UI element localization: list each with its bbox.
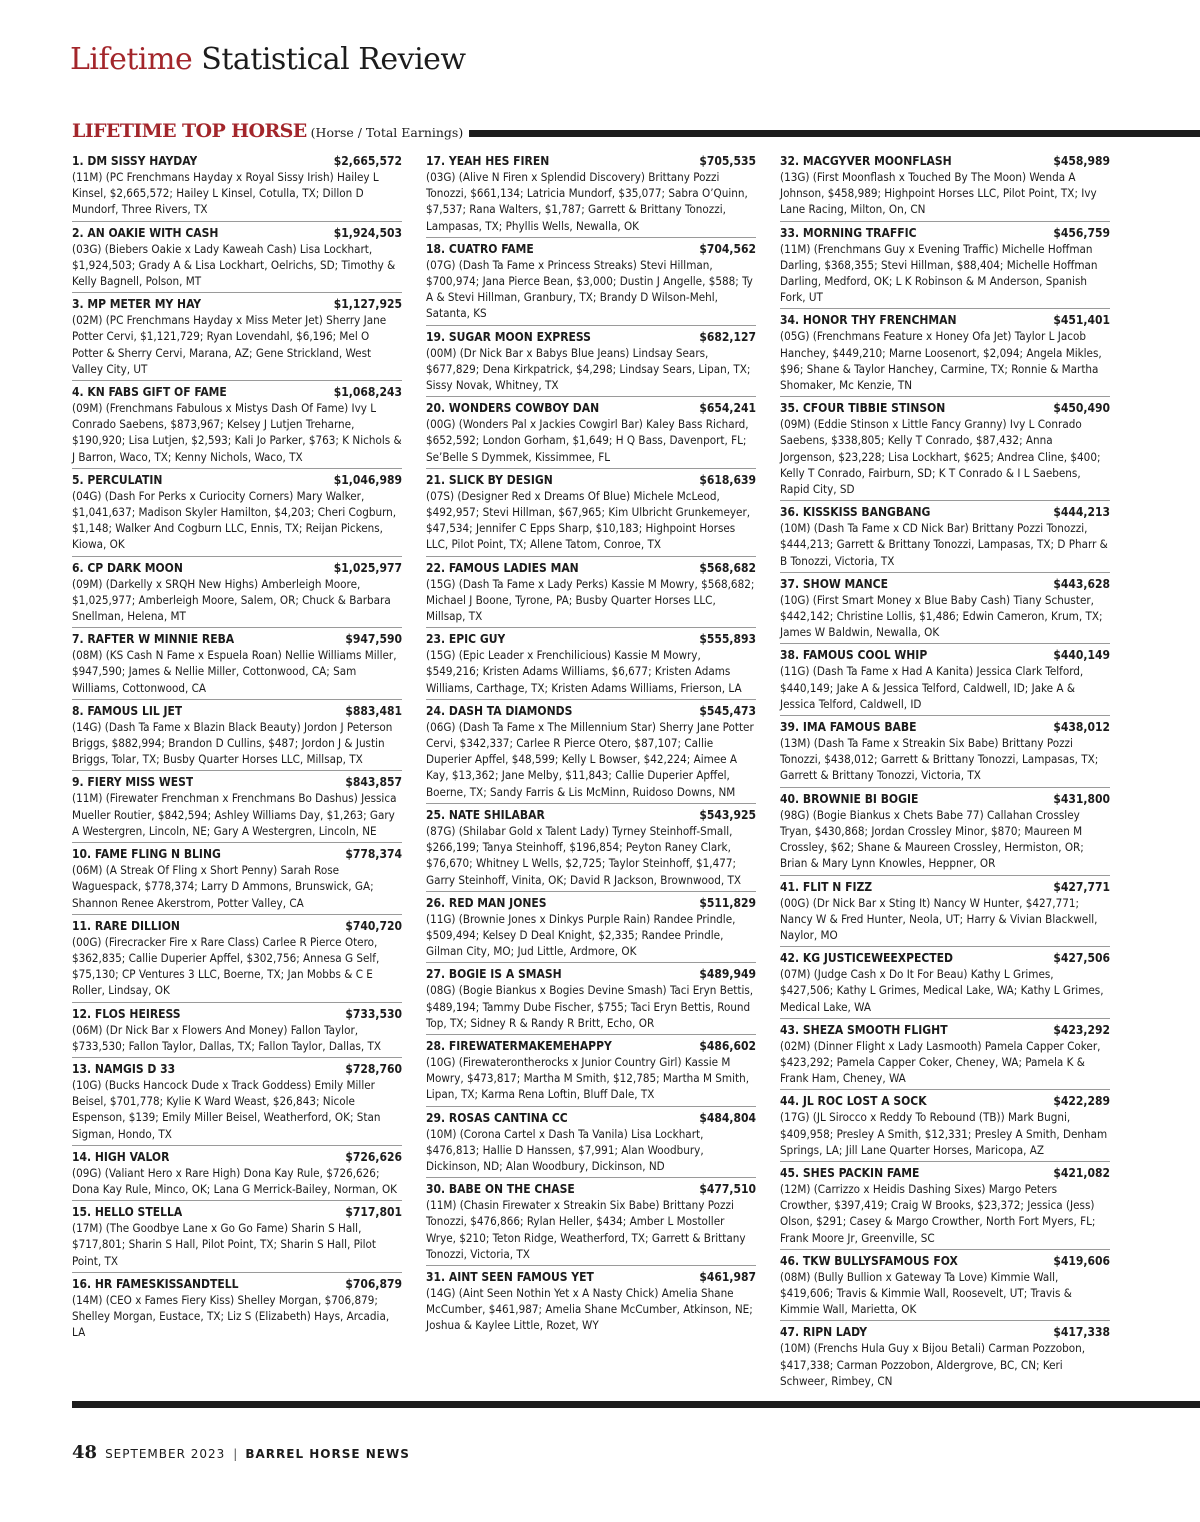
entry-header [426,153,756,169]
entry-header [780,791,1110,807]
horse-name: 47. RIPN LADY [780,1325,868,1340]
horse-details: (07M) (Judge Cash x Do It For Beau) Kathy L Grimes, $427,506; Kathy L Grimes, Medical Lake, WA; Kathy L Grimes, Medical Lake, WA [780,967,1104,1014]
horse-entry [426,241,756,326]
total-earnings: $461,987 [699,1269,756,1284]
entry-header [780,153,1110,169]
horse-name: 25. NATE SHILABAR [426,807,545,822]
horse-details: (08G) (Bogie Biankus x Bogies Devine Smash) Taci Eryn Bettis, $489,194; Tammy Dube Fischer, $755; Taci Eryn Bettis, Round Top, TX; Sidney R & Randy R Britt, Echo, OR [426,983,754,1030]
horse-details: (02M) (PC Frenchmans Hayday x Miss Meter Jet) Sherry Jane Potter Cervi, $1,121,729; Ryan Lovendahl, $6,196; Mel O Potter & Sherry Cervi, Marana, AZ; Gene Strickland, West Valley City, UT [72,313,387,376]
horse-entry [72,846,402,915]
total-earnings: $728,760 [345,1061,402,1076]
total-earnings: $427,506 [1053,951,1110,966]
total-earnings: $778,374 [345,847,402,862]
horse-details: (14G) (Dash Ta Fame x Blazin Black Beauty) Jordon J Peterson Briggs, $882,994; Brandon D Cullins, $487; Jordon J & Justin Briggs, Tolar, TX; Busby Quarter Horses LLC, Millsap, TX [72,719,393,767]
horse-details: (14M) (CEO x Fames Fiery Kiss) Shelley Morgan, $706,879; Shelley Morgan, Eustace, TX; Liz S (Elizabeth) Hays, Arcadia, LA [72,1292,390,1340]
entry-header [72,1204,402,1220]
horse-name: 43. SHEZA SMOOTH FLIGHT [780,1022,948,1037]
total-earnings: $568,682 [699,560,756,575]
total-earnings: $422,289 [1053,1094,1110,1109]
entry-header [426,966,756,982]
horse-details: (00G) (Dr Nick Bar x Sting It) Nancy W Hunter, $427,771; Nancy W & Fred Hunter, Neola, UT; Harry & Vivian Blackwell, Naylor, MO [780,895,1098,942]
horse-details: (07S) (Designer Red x Dreams Of Blue) Michele McLeod, $492,957; Stevi Hillman, $67,965; Kim Ulbricht Grunkemeyer, $47,534; Jennifer C Epps Sharp, $10,183; Highpoint Horses LLC, Pilot Point, TX; Allene Tatom, Conroe, TX [426,488,751,552]
horse-name: 2. AN OAKIE WITH CASH [72,225,219,240]
horse-entry [780,576,1110,645]
entry-header [72,225,402,241]
total-earnings: $427,771 [1053,879,1110,894]
horse-name: 33. MORNING TRAFFIC [780,225,917,240]
page-footer [72,1442,410,1466]
horse-details: (10G) (Bucks Hancock Dude x Track Goddess) Emily Miller Beisel, $701,778; Kylie K Ward Weast, $26,843; Nicole Espenson, $139; Emily Miller Beisel, Weatherford, OK; Stan Sigman, Hondo, TX [72,1077,381,1141]
total-earnings: $947,590 [345,632,402,647]
total-earnings: $443,628 [1053,576,1110,591]
horse-name: 31. AINT SEEN FAMOUS YET [426,1269,594,1284]
horse-name: 17. YEAH HES FIREN [426,154,550,168]
horse-entry [426,631,756,700]
horse-details: (98G) (Bogie Biankus x Chets Babe 77) Callahan Crossley Tryan, $430,868; Jordan Crossley Minor, $870; Maureen M Crossley, $62; Shane & Maureen Crossley, Hermiston, OR; Brian & Mary Lynn Knowles, Heppner, OR [780,807,1084,871]
horse-name: 24. DASH TA DIAMONDS [426,703,573,718]
horse-entry [780,153,1110,222]
total-earnings: $423,292 [1053,1022,1110,1037]
horse-entry [426,1038,756,1107]
section-subtitle: (Horse / Total Earnings) [310,125,464,140]
horse-details: (11M) (PC Frenchmans Hayday x Royal Sissy Irish) Hailey L Kinsel, $2,665,572; Hailey L Kinsel, Cotulla, TX; Dillon D Mundorf, Three Rivers, TX [72,170,379,217]
entry-header [72,384,402,400]
horse-details: (15G) (Dash Ta Fame x Lady Perks) Kassie M Mowry, $568,682; Michael J Boone, Tyrone, PA; Busby Quarter Horses LLC, Millsap, TX [426,576,755,624]
horse-entry [780,504,1110,573]
total-earnings: $417,338 [1053,1325,1110,1340]
total-earnings: $444,213 [1053,505,1110,520]
horse-details: (11G) (Dash Ta Fame x Had A Kanita) Jessica Clark Telford, $440,149; Jake A & Jessica Telford, Caldwell, ID; Jake A & Jessica Telford, Caldwell, ID [780,664,1084,711]
total-earnings: $733,530 [345,1006,402,1021]
entry-header [72,153,402,169]
horse-entry [72,1061,402,1146]
horse-entry [72,472,402,557]
total-earnings: $618,639 [699,472,756,487]
entry-header [426,1181,756,1197]
horse-name: 37. SHOW MANCE [780,576,888,591]
horse-entry [780,879,1110,948]
horse-name: 3. MP METER MY HAY [72,297,202,312]
horse-details: (11M) (Chasin Firewater x Streakin Six Babe) Brittany Pozzi Tonozzi, $476,866; Rylan Heller, $434; Amber L Mostoller Wrye, $210; Teton Ridge, Weatherford, TX; Garrett & Brittany Tonozzi, Victoria, TX [426,1198,746,1261]
entry-header [72,918,402,934]
total-earnings: $883,481 [345,703,402,718]
footer-separator: | [233,1447,238,1461]
horse-details: (11M) (Frenchmans Guy x Evening Traffic) Michelle Hoffman Darling, $368,355; Stevi Hillman, $88,404; Michelle Hoffman Darling, Medford, OK; L K Robinson & M Anderson, Spanish Fork, UT [780,241,1098,305]
horse-name: 13. NAMGIS D 33 [72,1061,176,1076]
total-earnings: $555,893 [699,632,756,647]
total-earnings: $704,562 [699,241,756,256]
horse-name: 9. FIERY MISS WEST [72,775,194,790]
entry-header [72,1276,402,1292]
entry-header [426,1038,756,1054]
total-earnings: $1,046,989 [333,472,402,487]
horse-entry [780,400,1110,501]
horse-name: 1. DM SISSY HAYDAY [72,154,198,168]
horse-details: (17G) (JL Sirocco x Reddy To Rebound (TB)) Mark Bugni, $409,958; Presley A Smith, $12,331; Presley A Smith, Denham Springs, LA; Jill Lane Quarter Horses, Maricopa, AZ [780,1110,1108,1157]
horse-name: 26. RED MAN JONES [426,895,547,910]
total-earnings: $740,720 [345,918,402,933]
entry-header [426,241,756,257]
entry-header [780,504,1110,520]
entry-header [780,879,1110,895]
horse-name: 7. RAFTER W MINNIE REBA [72,632,235,647]
horse-name: 27. BOGIE IS A SMASH [426,967,562,982]
entry-header [72,774,402,790]
horse-name: 14. HIGH VALOR [72,1149,170,1164]
horse-details: (06G) (Dash Ta Fame x The Millennium Star) Sherry Jane Potter Cervi, $342,337; Carlee R Pierce Otero, $87,107; Callie Duperier Apffel, $48,599; Kelly L Bowser, $42,224; Aimee A Kay, $13,362; Jane Melby, $11,843; Callie Duperier Apffel, Boerne, TX; Sandy Farris & Lis McMinn, Ruidoso Downs, NM [426,719,754,799]
entry-header [780,312,1110,328]
horse-name: 35. CFOUR TIBBIE STINSON [780,401,946,416]
entry-header [780,647,1110,663]
horse-details: (08M) (Bully Bullion x Gateway Ta Love) Kimmie Wall, $419,606; Travis & Kimmie Wall, Roosevelt, UT; Travis & Kimmie Wall, Marietta, OK [780,1269,1072,1317]
horse-details: (10M) (Frenchs Hula Guy x Bijou Betali) Carman Pozzobon, $417,338; Carman Pozzobon, Aldergrove, BC, CN; Keri Schweer, Rimbey, CN [780,1341,1086,1388]
horse-details: (05G) (Frenchmans Feature x Honey Ofa Jet) Taylor L Jacob Hanchey, $449,210; Marne Loosenort, $2,094; Angela Mikles, $96; Shane & Taylor Hanchey, Carmine, TX; Ronnie & Martha Shomaker, Mc Kenzie, TN [780,329,1102,393]
total-earnings: $511,829 [699,895,756,910]
horse-entry [72,1204,402,1273]
horse-name: 21. SLICK BY DESIGN [426,472,553,487]
horse-entry [780,950,1110,1019]
horse-name: 39. IMA FAMOUS BABE [780,720,917,735]
horse-entry [780,225,1110,310]
horse-name: 32. MACGYVER MOONFLASH [780,154,952,168]
total-earnings: $717,801 [345,1205,402,1220]
column-2 [426,153,756,1340]
horse-entry [72,918,402,1003]
total-earnings: $477,510 [699,1182,756,1197]
entry-header [72,560,402,576]
horse-entry [426,1181,756,1266]
horse-name: 40. BROWNIE BI BOGIE [780,791,919,806]
total-earnings: $543,925 [699,807,756,822]
horse-entry [426,966,756,1035]
page-title-accent: Lifetime [70,42,193,77]
entry-header [426,1110,756,1126]
horse-name: 6. CP DARK MOON [72,560,183,575]
horse-entry [426,329,756,398]
horse-entry [780,1253,1110,1322]
total-earnings: $2,665,572 [333,154,402,168]
horse-details: (11G) (Brownie Jones x Dinkys Purple Rain) Randee Prindle, $509,494; Kelsey D Deal Knight, $2,335; Randee Prindle, Gilman City, MO; Jud Little, Ardmore, OK [426,911,736,959]
horse-name: 16. HR FAMESKISSANDTELL [72,1276,239,1291]
total-earnings: $438,012 [1053,720,1110,735]
total-earnings: $726,626 [345,1149,402,1164]
total-earnings: $705,535 [699,154,756,168]
entry-header [72,846,402,862]
entry-header [780,1165,1110,1181]
horse-entry [426,895,756,964]
horse-details: (17M) (The Goodbye Lane x Go Go Fame) Sharin S Hall, $717,801; Sharin S Hall, Pilot Point, TX; Sharin S Hall, Pilot Point, TX [72,1221,376,1268]
horse-details: (10G) (First Smart Money x Blue Baby Cash) Tiany Schuster, $442,142; Christine Lollis, $1,486; Edwin Cameron, Krum, TX; James W Baldwin, Newalla, OK [780,592,1103,640]
section-header [72,118,1200,144]
entry-header [72,296,402,312]
page-number: 48 [72,1442,98,1463]
horse-details: (00G) (Firecracker Fire x Rare Class) Carlee R Pierce Otero, $362,835; Callie Duperier Apffel, $302,756; Annesa G Self, $75,130; CP Ventures 3 LLC, Boerne, TX; Jan Mobbs & C E Roller, Lindsay, OK [72,934,380,998]
total-earnings: $419,606 [1053,1253,1110,1268]
entry-header [426,895,756,911]
horse-name: 5. PERCULATIN [72,472,163,487]
horse-name: 30. BABE ON THE CHASE [426,1182,575,1197]
horse-entry [780,719,1110,788]
section-title: LIFETIME TOP HORSE [72,120,307,142]
horse-entry [426,703,756,804]
total-earnings: $489,949 [699,967,756,982]
total-earnings: $1,924,503 [333,225,402,240]
entry-header [72,472,402,488]
horse-details: (03G) (Biebers Oakie x Lady Kaweah Cash) Lisa Lockhart, $1,924,503; Grady A & Lisa Lockhart, Oelrichs, SD; Timothy & Kelly Bagnell, Polson, MT [72,241,396,289]
entry-header [72,1149,402,1165]
horse-entry [72,384,402,469]
entry-header [780,719,1110,735]
total-earnings: $1,068,243 [333,385,402,400]
horse-details: (06M) (A Streak Of Fling x Short Penny) Sarah Rose Waguespack, $778,374; Larry D Ammons, Brunswick, GA; Shannon Renee Akerstrom, Potter Valley, CA [72,863,374,910]
horse-details: (87G) (Shilabar Gold x Talent Lady) Tyrney Steinhoff-Small, $266,199; Tanya Steinhoff, $196,854; Peyton Raney Clark, $76,670; Whitney L Wells, $2,725; Taylor Steinhoff, $1,477; Garry Steinhoff, Vinita, OK; David R Jackson, Brownwood, TX [426,823,742,887]
horse-details: (00M) (Dr Nick Bar x Babys Blue Jeans) Lindsay Sears, $677,829; Dena Kirkpatrick, $4,298; Lindsay Sears, Lipan, TX; Sissy Novak, Whitney, TX [426,345,751,393]
total-earnings: $1,127,925 [333,297,402,312]
entry-header [426,703,756,719]
horse-name: 10. FAME FLING N BLING [72,847,221,862]
entry-header [780,950,1110,966]
total-earnings: $486,602 [699,1038,756,1053]
horse-details: (12M) (Carrizzo x Heidis Dashing Sixes) Margo Peters Crowther, $397,419; Craig W Brooks, $23,372; Jessica (Jess) Olson, $291; Casey & Margo Crowther, North Fort Myers, FL; Frank Moore Jr, Greenville, SC [780,1181,1096,1245]
horse-entry [780,1165,1110,1250]
entry-header [72,1006,402,1022]
horse-name: 44. JL ROC LOST A SOCK [780,1094,927,1109]
horse-entry [72,703,402,772]
horse-entry [72,774,402,843]
horse-details: (06M) (Dr Nick Bar x Flowers And Money) Fallon Taylor, $733,530; Fallon Taylor, Dallas, TX; Fallon Taylor, Dallas, TX [72,1022,382,1053]
total-earnings: $458,989 [1053,154,1110,168]
total-earnings: $484,804 [699,1110,756,1125]
horse-details: (08M) (KS Cash N Fame x Espuela Roan) Nellie Williams Miller, $947,590; James & Nellie Miller, Cottonwood, CA; Sam Williams, Cottonwood, CA [72,648,397,695]
total-earnings: $682,127 [699,329,756,344]
publication-name: BARREL HORSE NEWS [245,1447,410,1461]
total-earnings: $450,490 [1053,401,1110,416]
horse-name: 23. EPIC GUY [426,632,506,647]
total-earnings: $456,759 [1053,225,1110,240]
total-earnings: $545,473 [699,703,756,718]
section-rule [469,130,1200,137]
entry-header [72,703,402,719]
horse-details: (09M) (Eddie Stinson x Little Fancy Granny) Ivy L Conrado Saebens, $338,805; Kelly T Conrado, $87,432; Anna Jorgenson, $23,228; Lisa Lockhart, $625; Andrea Cline, $400; Kelly T Conrado, Fairburn, SD; K T Conrado & I L Saebens, Rapid City, SD [780,417,1101,497]
horse-entry [426,560,756,629]
horse-entry [780,791,1110,876]
horse-details: (11M) (Firewater Frenchman x Frenchmans Bo Dashus) Jessica Mueller Routier, $842,594; Ashley Williams Day, $1,263; Gary A Westergren, Lincoln, NE; Gary A Westergren, Lincoln, NE [72,791,397,838]
entry-header [780,1324,1110,1340]
horse-entry [72,1149,402,1201]
entry-header [780,225,1110,241]
total-earnings: $431,800 [1053,791,1110,806]
horse-entry [72,296,402,381]
horse-details: (10G) (Firewaterontherocks x Junior Country Girl) Kassie M Mowry, $473,817; Martha M Smith, $12,785; Martha M Smith, Lipan, TX; Karma Rena Loftin, Bluff Dale, TX [426,1054,750,1102]
entry-header [780,1022,1110,1038]
horse-entry [426,1269,756,1337]
horse-details: (09M) (Darkelly x SRQH New Highs) Amberleigh Moore, $1,025,977; Amberleigh Moore, Salem, OR; Chuck & Barbara Snellman, Helena, MT [72,576,391,624]
entry-header [426,400,756,416]
horse-name: 20. WONDERS COWBOY DAN [426,401,600,416]
horse-entry [72,153,402,222]
horse-details: (02M) (Dinner Flight x Lady Lasmooth) Pamela Capper Coker, $423,292; Pamela Capper Coker, Cheney, WA; Pamela K & Frank Ham, Cheney, WA [780,1038,1101,1086]
horse-entry [72,1006,402,1058]
horse-name: 28. FIREWATERMAKEMEHAPPY [426,1038,612,1053]
entry-header [426,1269,756,1285]
horse-entry [426,472,756,557]
horse-name: 34. HONOR THY FRENCHMAN [780,313,957,328]
entry-header [780,400,1110,416]
entry-header [780,1253,1110,1269]
horse-name: 12. FLOS HEIRESS [72,1006,181,1021]
horse-details: (07G) (Dash Ta Fame x Princess Streaks) Stevi Hillman, $700,974; Jana Pierce Bean, $3,000; Dustin J Angelle, $588; Ty A & Stevi Hillman, Granbury, TX; Brandy D Wilson-Mehl, Satanta, KS [426,257,753,321]
total-earnings: $843,857 [345,775,402,790]
horse-name: 19. SUGAR MOON EXPRESS [426,329,591,344]
entry-header [72,631,402,647]
horse-entry [426,153,756,238]
total-earnings: $451,401 [1053,313,1110,328]
horse-name: 22. FAMOUS LADIES MAN [426,560,579,575]
total-earnings: $706,879 [345,1276,402,1291]
horse-name: 4. KN FABS GIFT OF FAME [72,385,227,400]
horse-entry [72,631,402,700]
horse-details: (03G) (Alive N Firen x Splendid Discovery) Brittany Pozzi Tonozzi, $661,134; Latricia Mundorf, $35,077; Sabra O’Quinn, $7,537; Rana Walters, $1,787; Garrett & Brittany Tonozzi, Lampasas, TX; Phyllis Wells, Newalla, OK [426,170,748,233]
horse-name: 15. HELLO STELLA [72,1205,183,1220]
horse-entry [780,1324,1110,1392]
horse-entry [72,225,402,294]
horse-name: 29. ROSAS CANTINA CC [426,1110,568,1125]
horse-name: 8. FAMOUS LIL JET [72,703,183,718]
horse-details: (04G) (Dash For Perks x Curiocity Corners) Mary Walker, $1,041,637; Madison Skyler Hamilton, $4,203; Cheri Cogburn, $1,148; Walker And Cogburn LLC, Ennis, TX; Reijan Pickens, Kiowa, OK [72,488,397,552]
horse-entry [426,1110,756,1179]
horse-details: (15G) (Epic Leader x Frenchilicious) Kassie M Mowry, $549,216; Kristen Adams Williams, $6,677; Kristen Adams Williams, Carthage, TX; Kristen Adams Williams, Frierson, LA [426,648,742,695]
entry-header [426,631,756,647]
page-title [70,40,466,80]
horse-name: 18. CUATRO FAME [426,241,534,256]
horse-entry [780,312,1110,397]
horse-name: 41. FLIT N FIZZ [780,879,873,894]
horse-details: (09G) (Valiant Hero x Rare High) Dona Kay Rule, $726,626; Dona Kay Rule, Minco, OK; Lana G Merrick-Bailey, Norman, OK [72,1165,398,1196]
column-3 [780,153,1110,1395]
horse-details: (09M) (Frenchmans Fabulous x Mistys Dash Of Fame) Ivy L Conrado Saebens, $873,967; Kelsey J Lutjen Treharne, $190,920; Lisa Lutjen, $2,593; Kali Jo Parker, $763; K Nichols & J Barron, Waco, TX; Kenny Nichols, Waco, TX [72,401,402,464]
horse-name: 36. KISSKISS BANGBANG [780,505,931,520]
horse-name: 46. TKW BULLYSFAMOUS FOX [780,1253,958,1268]
bottom-rule [72,1401,1200,1408]
horse-name: 38. FAMOUS COOL WHIP [780,648,928,663]
column-1 [72,153,402,1346]
horse-details: (13M) (Dash Ta Fame x Streakin Six Babe) Brittany Pozzi Tonozzi, $438,012; Garrett & Brittany Tonozzi, Lampasas, TX; Garrett & Brittany Tonozzi, Victoria, TX [780,736,1099,783]
horse-name: 11. RARE DILLION [72,918,180,933]
entry-header [426,807,756,823]
horse-entry [780,1093,1110,1162]
horse-entry [780,647,1110,716]
issue-date: SEPTEMBER 2023 [105,1447,226,1461]
total-earnings: $654,241 [699,401,756,416]
page-title-rest: Statistical Review [192,42,466,77]
horse-details: (00G) (Wonders Pal x Jackies Cowgirl Bar) Kaley Bass Richard, $652,592; London Gorham, $1,649; H Q Bass, Davenport, FL; Se’Belle S Dymmek, Kissimmee, FL [426,417,749,464]
horse-details: (13G) (First Moonflash x Touched By The Moon) Wenda A Johnson, $458,989; Highpoint Horses LLC, Pilot Point, TX; Ivy Lane Racing, Milton, On, CN [780,170,1097,217]
horse-name: 42. KG JUSTICEWEEXPECTED [780,951,954,966]
horse-details: (14G) (Aint Seen Nothin Yet x A Nasty Chick) Amelia Shane McCumber, $461,987; Amelia Shane McCumber, Atkinson, NE; Joshua & Kaylee Little, Rozet, WY [426,1285,753,1333]
total-earnings: $421,082 [1053,1165,1110,1180]
horse-entry [426,807,756,892]
entry-header [426,472,756,488]
entry-header [426,560,756,576]
entry-header [780,1093,1110,1109]
horse-entry [72,1276,402,1344]
horse-entry [72,560,402,629]
total-earnings: $440,149 [1053,648,1110,663]
horse-entry [780,1022,1110,1091]
entry-header [426,329,756,345]
horse-details: (10M) (Dash Ta Fame x CD Nick Bar) Brittany Pozzi Tonozzi, $444,213; Garrett & Brittany Tonozzi, Lampasas, TX; D Pharr & B Tonozzi, Victoria, TX [780,521,1108,568]
entry-header [780,576,1110,592]
total-earnings: $1,025,977 [333,560,402,575]
horse-entry [426,400,756,469]
horse-name: 45. SHES PACKIN FAME [780,1165,920,1180]
horse-details: (10M) (Corona Cartel x Dash Ta Vanila) Lisa Lockhart, $476,813; Hallie D Hanssen, $7,991; Alan Woodbury, Dickinson, ND; Alan Woodbury, Dickinson, ND [426,1126,704,1173]
entry-header [72,1061,402,1077]
